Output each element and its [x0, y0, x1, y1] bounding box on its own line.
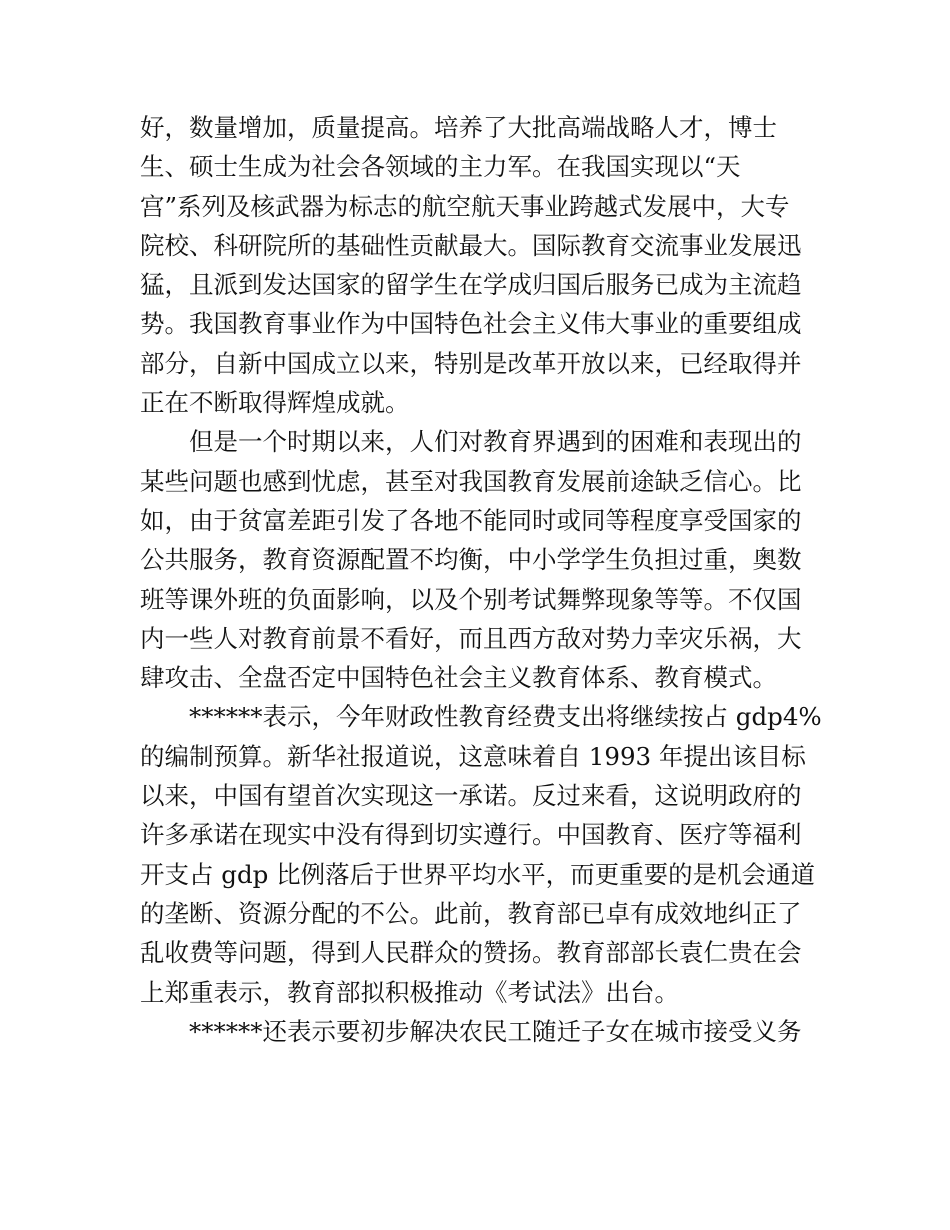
paragraph-line: 开支占 gdp 比例落后于世界平均水平，而更重要的是机会通道: [140, 859, 816, 889]
paragraph-line: 院校、科研院所的基础性贡献最大。国际教育交流事业发展迅: [140, 230, 802, 260]
paragraph-line: 宫”系列及核武器为标志的航空航天事业跨越式发展中，大专: [140, 191, 790, 221]
paragraph-line: 某些问题也感到忧虑，甚至对我国教育发展前途缺乏信心。比: [140, 466, 802, 496]
paragraph-line: 部分，自新中国成立以来，特别是改革开放以来，已经取得并: [140, 348, 802, 378]
paragraph-line: 猛，且派到发达国家的留学生在学成归国后服务已成为主流趋: [140, 270, 802, 300]
paragraph-line: 的垄断、资源分配的不公。此前，教育部已卓有成效地纠正了: [140, 898, 802, 928]
paragraph-line: 势。我国教育事业作为中国特色社会主义伟大事业的重要组成: [140, 309, 802, 339]
paragraph-line: 乱收费等问题，得到人民群众的赞扬。教育部部长袁仁贵在会: [140, 938, 802, 968]
paragraph: [140, 697, 822, 1011]
paragraph: [140, 422, 816, 697]
paragraph-line: 的编制预算。新华社报道说，这意味着自 1993 年提出该目标: [140, 741, 806, 771]
paragraph-line: ******还表示要初步解决农民工随迁子女在城市接受义务: [189, 1016, 802, 1046]
paragraph-line: 生、硕士生成为社会各领域的主力军。在我国实现以“天: [140, 152, 741, 182]
paragraph: [140, 108, 816, 422]
paragraph-line: 许多承诺在现实中没有得到切实遵行。中国教育、医疗等福利: [140, 820, 802, 850]
paragraph-line: 以来，中国有望首次实现这一承诺。反过来看，这说明政府的: [140, 781, 802, 811]
paragraph-line: 肆攻击、全盘否定中国特色社会主义教育体系、教育模式。: [140, 663, 777, 693]
paragraph: [140, 1012, 816, 1051]
paragraph-line: ******表示，今年财政性教育经费支出将继续按占 gdp4%: [189, 702, 822, 732]
paragraph-line: 班等课外班的负面影响，以及个别考试舞弊现象等等。不仅国: [140, 584, 802, 614]
paragraph-line: 公共服务，教育资源配置不均衡，中小学学生负担过重，奥数: [140, 545, 802, 575]
paragraph-line: 如，由于贫富差距引发了各地不能同时或同等程度享受国家的: [140, 505, 802, 535]
paragraph-line: 上郑重表示，教育部拟积极推动《考试法》出台。: [140, 977, 679, 1007]
document-body: [140, 108, 822, 1051]
paragraph-line: 好，数量增加，质量提高。培养了大批高端战略人才，博士: [140, 113, 777, 142]
paragraph-line: 正在不断取得辉煌成就。: [140, 388, 410, 418]
paragraph-line: 内一些人对教育前景不看好，而且西方敌对势力幸灾乐祸，大: [140, 623, 802, 653]
paragraph-line: 但是一个时期以来，人们对教育界遇到的困难和表现出的: [189, 427, 802, 457]
